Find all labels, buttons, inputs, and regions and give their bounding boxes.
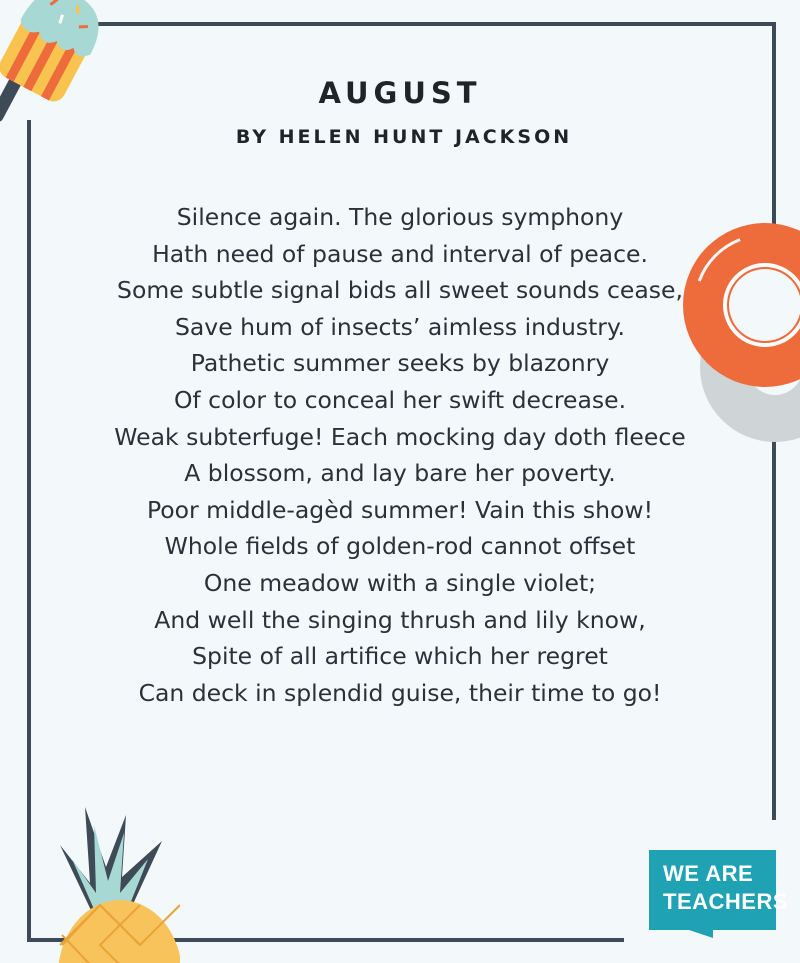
poem-line: Hath need of pause and interval of peace. (152, 239, 648, 268)
poem-line: Can deck in splendid guise, their time to go! (138, 678, 662, 707)
poem-line: And well the singing thrush and lily know, (154, 605, 646, 634)
poem-line: Silence again. The glorious symphony (176, 203, 624, 231)
poem-byline: BY HELEN HUNT JACKSON (235, 126, 573, 148)
poem-line: Save hum of insects’ aimless industry. (174, 312, 625, 341)
logo-line-1: WE ARE (663, 861, 754, 886)
poem-line: Weak subterfuge! Each mocking day doth fleece (114, 422, 686, 451)
poem-title: AUGUST (318, 76, 482, 110)
pineapple-icon (40, 805, 180, 963)
poem-line: Poor middle-agèd summer! Vain this show! (146, 495, 654, 524)
logo-line-2: TEACHERS (663, 889, 789, 914)
poem-line: One meadow with a single violet; (203, 568, 597, 597)
poem-line: Pathetic summer seeks by blazonry (190, 349, 610, 378)
poem-line: Some subtle signal bids all sweet sounds cease, (117, 276, 683, 305)
poem-line: Of color to conceal her swift decrease. (173, 385, 627, 414)
poem-line: A blossom, and lay bare her poverty. (184, 459, 616, 488)
poem-line: Whole fields of golden-rod cannot offset (164, 532, 636, 561)
poem-body (30, 199, 770, 711)
we-are-teachers-logo (649, 850, 789, 938)
poem-line: Spite of all artifice which her regret (192, 642, 608, 671)
